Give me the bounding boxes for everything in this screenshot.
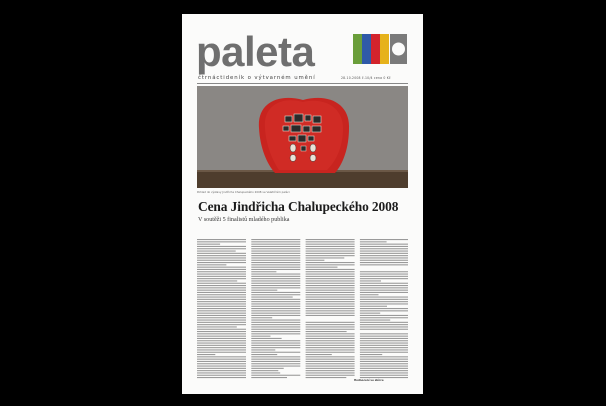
text-line: [197, 372, 246, 373]
text-line: [360, 361, 408, 362]
text-line: [360, 366, 408, 367]
text-line: [360, 320, 390, 321]
text-line: [251, 251, 300, 252]
text-line: [251, 310, 300, 311]
text-line: [306, 338, 355, 339]
text-line: [251, 366, 300, 367]
text-line: [306, 313, 355, 314]
text-line: [306, 333, 355, 334]
text-line: [306, 361, 355, 362]
text-line: [251, 280, 300, 281]
text-line: [360, 313, 380, 314]
text-line: [197, 361, 246, 362]
text-line: [306, 340, 355, 341]
text-line: [360, 253, 408, 254]
text-line: [197, 354, 215, 355]
text-line: [197, 246, 246, 247]
text-line: [251, 345, 300, 346]
text-line: [197, 274, 246, 275]
text-line: [197, 322, 246, 323]
text-line: [251, 278, 300, 279]
text-line: [306, 255, 355, 256]
text-line: [251, 326, 300, 327]
text-line: [197, 267, 246, 268]
text-line: [197, 299, 246, 300]
text-line: [197, 262, 246, 263]
text-line: [197, 290, 246, 291]
text-line: [251, 253, 300, 254]
text-line: [306, 363, 355, 364]
text-line: [197, 359, 246, 360]
text-line: [251, 301, 300, 302]
text-line: [251, 241, 300, 242]
text-line: [360, 255, 408, 256]
text-line: [197, 317, 246, 318]
text-line: [306, 310, 355, 311]
text-line: [251, 372, 280, 373]
text-line: [251, 267, 300, 268]
text-line: [306, 331, 347, 332]
text-line: [197, 239, 246, 240]
text-line: [360, 363, 408, 364]
text-line: [251, 255, 300, 256]
text-line: [251, 338, 281, 339]
text-line: [197, 257, 246, 258]
text-line: [360, 370, 408, 371]
text-line: [197, 306, 246, 307]
text-line: [306, 271, 355, 272]
text-line: [197, 363, 246, 364]
text-line: [360, 285, 408, 286]
text-line: [251, 274, 300, 275]
text-line: [360, 324, 408, 325]
text-line: [306, 368, 355, 369]
text-line: [360, 336, 408, 337]
text-line: [197, 375, 246, 376]
text-line: [360, 290, 408, 291]
text-line: [360, 244, 408, 245]
text-line: [251, 264, 300, 265]
text-line: [306, 366, 355, 367]
text-line: [251, 257, 300, 258]
text-line: [306, 276, 355, 277]
text-line: [360, 345, 408, 346]
text-line: [197, 349, 246, 350]
text-line: [197, 255, 246, 256]
text-line: [360, 310, 408, 311]
text-line: [251, 244, 300, 245]
text-line: [360, 377, 408, 378]
text-line: [360, 359, 408, 360]
text-line: [251, 333, 300, 334]
text-line: [197, 352, 246, 353]
text-line: [251, 313, 300, 314]
text-line: [306, 301, 355, 302]
text-line: [197, 370, 246, 371]
text-line: [251, 303, 300, 304]
text-line: [197, 333, 246, 334]
text-line: [197, 347, 246, 348]
text-line: [251, 370, 278, 371]
text-line: [251, 361, 300, 362]
article-body-columns: [197, 239, 408, 384]
text-line: [360, 274, 408, 275]
text-line: [360, 246, 408, 247]
text-line: [306, 274, 355, 275]
text-line: [251, 377, 287, 378]
text-line: [360, 317, 408, 318]
text-line: [360, 356, 408, 357]
text-line: [306, 244, 355, 245]
text-line: [251, 352, 300, 353]
text-line: [360, 248, 408, 249]
text-line: [197, 241, 246, 242]
text-line: [197, 313, 246, 314]
article-signature: Hodnocení ve sbírce: [354, 379, 384, 382]
text-line: [306, 306, 355, 307]
text-line: [197, 356, 246, 357]
text-line: [251, 320, 300, 321]
text-line: [360, 315, 408, 316]
text-line: [306, 299, 355, 300]
text-line: [306, 343, 355, 344]
text-line: [251, 349, 275, 350]
text-line: [360, 287, 408, 288]
text-line: [197, 294, 246, 295]
text-line: [306, 248, 355, 249]
text-line: [251, 283, 300, 284]
text-line: [360, 294, 379, 295]
text-line: [197, 329, 246, 330]
text-line: [197, 343, 246, 344]
text-line: [306, 308, 355, 309]
text-line: [306, 294, 355, 295]
text-line: [197, 283, 246, 284]
text-line: [306, 375, 355, 376]
text-line: [306, 329, 355, 330]
text-line: [360, 329, 408, 330]
text-line: [197, 264, 226, 265]
text-line: [251, 359, 300, 360]
text-line: [360, 372, 408, 373]
text-line: [251, 285, 300, 286]
text-line: [360, 297, 408, 298]
text-line: [197, 292, 246, 293]
text-line: [197, 251, 236, 252]
text-line: [197, 331, 246, 332]
text-line: [306, 251, 355, 252]
text-line: [251, 322, 300, 323]
masthead-title: paleta: [196, 28, 315, 75]
text-line: [197, 345, 246, 346]
text-line: [197, 269, 246, 270]
text-line: [251, 375, 300, 376]
text-line: [197, 285, 246, 286]
newspaper-page: [182, 14, 423, 394]
text-line: [197, 271, 246, 272]
exhibition-photo: [197, 86, 408, 188]
text-line: [251, 239, 300, 240]
issue-info: 28.10.2008 č.10/4 cena 0 Kč: [341, 76, 391, 80]
text-line: [251, 336, 270, 337]
text-line: [251, 331, 300, 332]
text-line: [306, 269, 355, 270]
text-line: [360, 260, 408, 261]
text-line: [197, 320, 246, 321]
text-line: [251, 340, 300, 341]
text-line: [306, 257, 345, 258]
text-line: [251, 294, 300, 295]
text-line: [306, 354, 332, 355]
text-line: [251, 276, 300, 277]
text-line: [360, 251, 408, 252]
text-line: [197, 301, 246, 302]
text-line: [306, 253, 355, 254]
text-line: [306, 285, 355, 286]
text-line: [360, 333, 408, 334]
text-line: [197, 260, 246, 261]
text-line: [360, 239, 408, 240]
text-line: [197, 310, 246, 311]
text-line: [306, 290, 355, 291]
text-line: [197, 276, 246, 277]
text-line: [306, 303, 355, 304]
text-line: [360, 352, 408, 353]
text-line: [306, 370, 355, 371]
text-line: [360, 308, 408, 309]
text-line: [360, 349, 408, 350]
text-line: [360, 278, 408, 279]
text-line: [251, 271, 276, 272]
text-line: [251, 324, 300, 325]
text-line: [251, 363, 300, 364]
text-line: [197, 278, 246, 279]
text-line: [360, 280, 381, 281]
text-line: [360, 271, 408, 272]
text-line: [197, 315, 246, 316]
text-line: [251, 315, 300, 316]
text-line: [360, 347, 408, 348]
text-line: [251, 287, 300, 288]
text-line: [306, 292, 355, 293]
text-line: [197, 303, 246, 304]
text-line: [197, 366, 246, 367]
text-line: [306, 322, 355, 323]
text-line: [306, 349, 355, 350]
paleta-logo-icon: [353, 34, 407, 64]
text-line: [360, 354, 382, 355]
text-line: [251, 354, 277, 355]
text-line: [197, 244, 220, 245]
text-line: [197, 377, 246, 378]
text-line: [306, 278, 355, 279]
text-line: [306, 260, 325, 261]
text-line: [360, 276, 408, 277]
text-line: [360, 368, 408, 369]
text-line: [197, 308, 246, 309]
text-line: [360, 241, 387, 242]
text-line: [306, 287, 355, 288]
text-line: [251, 262, 300, 263]
masthead-tagline: čtrnáctideník o výtvarném umění: [198, 75, 316, 81]
masthead-rule: [197, 83, 408, 84]
text-line: [251, 356, 300, 357]
text-line: [306, 241, 355, 242]
text-line: [251, 368, 283, 369]
text-line: [197, 368, 246, 369]
text-line: [251, 246, 300, 247]
text-line: [251, 297, 292, 298]
text-line: [251, 260, 300, 261]
text-line: [360, 283, 408, 284]
text-line: [360, 326, 408, 327]
text-line: [306, 377, 347, 378]
text-line: [197, 280, 237, 281]
text-line: [251, 329, 300, 330]
text-line: [306, 283, 355, 284]
text-line: [360, 301, 408, 302]
text-line: [360, 322, 408, 323]
text-line: [251, 343, 300, 344]
text-line: [306, 324, 355, 325]
text-line: [197, 340, 246, 341]
text-line: [306, 280, 355, 281]
text-line: [360, 303, 408, 304]
text-line: [360, 299, 408, 300]
text-line: [197, 336, 246, 337]
text-line: [251, 269, 300, 270]
text-line: [306, 239, 355, 240]
text-line: [197, 253, 246, 254]
text-line: [251, 299, 300, 300]
text-line: [306, 315, 355, 316]
text-line: [197, 248, 246, 249]
text-line: [306, 356, 355, 357]
text-line: [251, 292, 300, 293]
text-line: [360, 338, 408, 339]
text-line: [360, 306, 387, 307]
text-line: [306, 264, 355, 265]
text-line: [360, 257, 408, 258]
text-line: [197, 287, 246, 288]
text-line: [197, 338, 246, 339]
text-line: [251, 347, 300, 348]
text-line: [306, 372, 355, 373]
text-line: [251, 290, 277, 291]
text-line: [360, 343, 408, 344]
text-line: [306, 345, 355, 346]
text-line: [360, 340, 408, 341]
text-line: [360, 292, 408, 293]
article-subhead: V soutěži 5 finalistů mladého publika: [198, 217, 290, 223]
text-line: [360, 262, 408, 263]
text-line: [306, 246, 355, 247]
text-line: [251, 317, 272, 318]
text-line: [197, 297, 246, 298]
photo-caption: Pohled do výstavy Jindřicha Chalupeckého 2008 ve Veletržním paláci: [197, 190, 290, 194]
text-line: [306, 262, 355, 263]
text-line: [306, 267, 338, 268]
text-line: [306, 326, 355, 327]
text-line: [306, 352, 355, 353]
text-line: [251, 308, 300, 309]
text-line: [306, 297, 355, 298]
article-headline: Cena Jindřicha Chalupeckého 2008: [198, 199, 399, 214]
text-line: [306, 359, 355, 360]
text-line: [306, 336, 355, 337]
text-line: [360, 375, 408, 376]
text-line: [197, 326, 237, 327]
text-line: [360, 264, 408, 265]
text-line: [306, 347, 355, 348]
text-line: [251, 248, 300, 249]
text-line: [251, 306, 300, 307]
text-line: [197, 324, 246, 325]
